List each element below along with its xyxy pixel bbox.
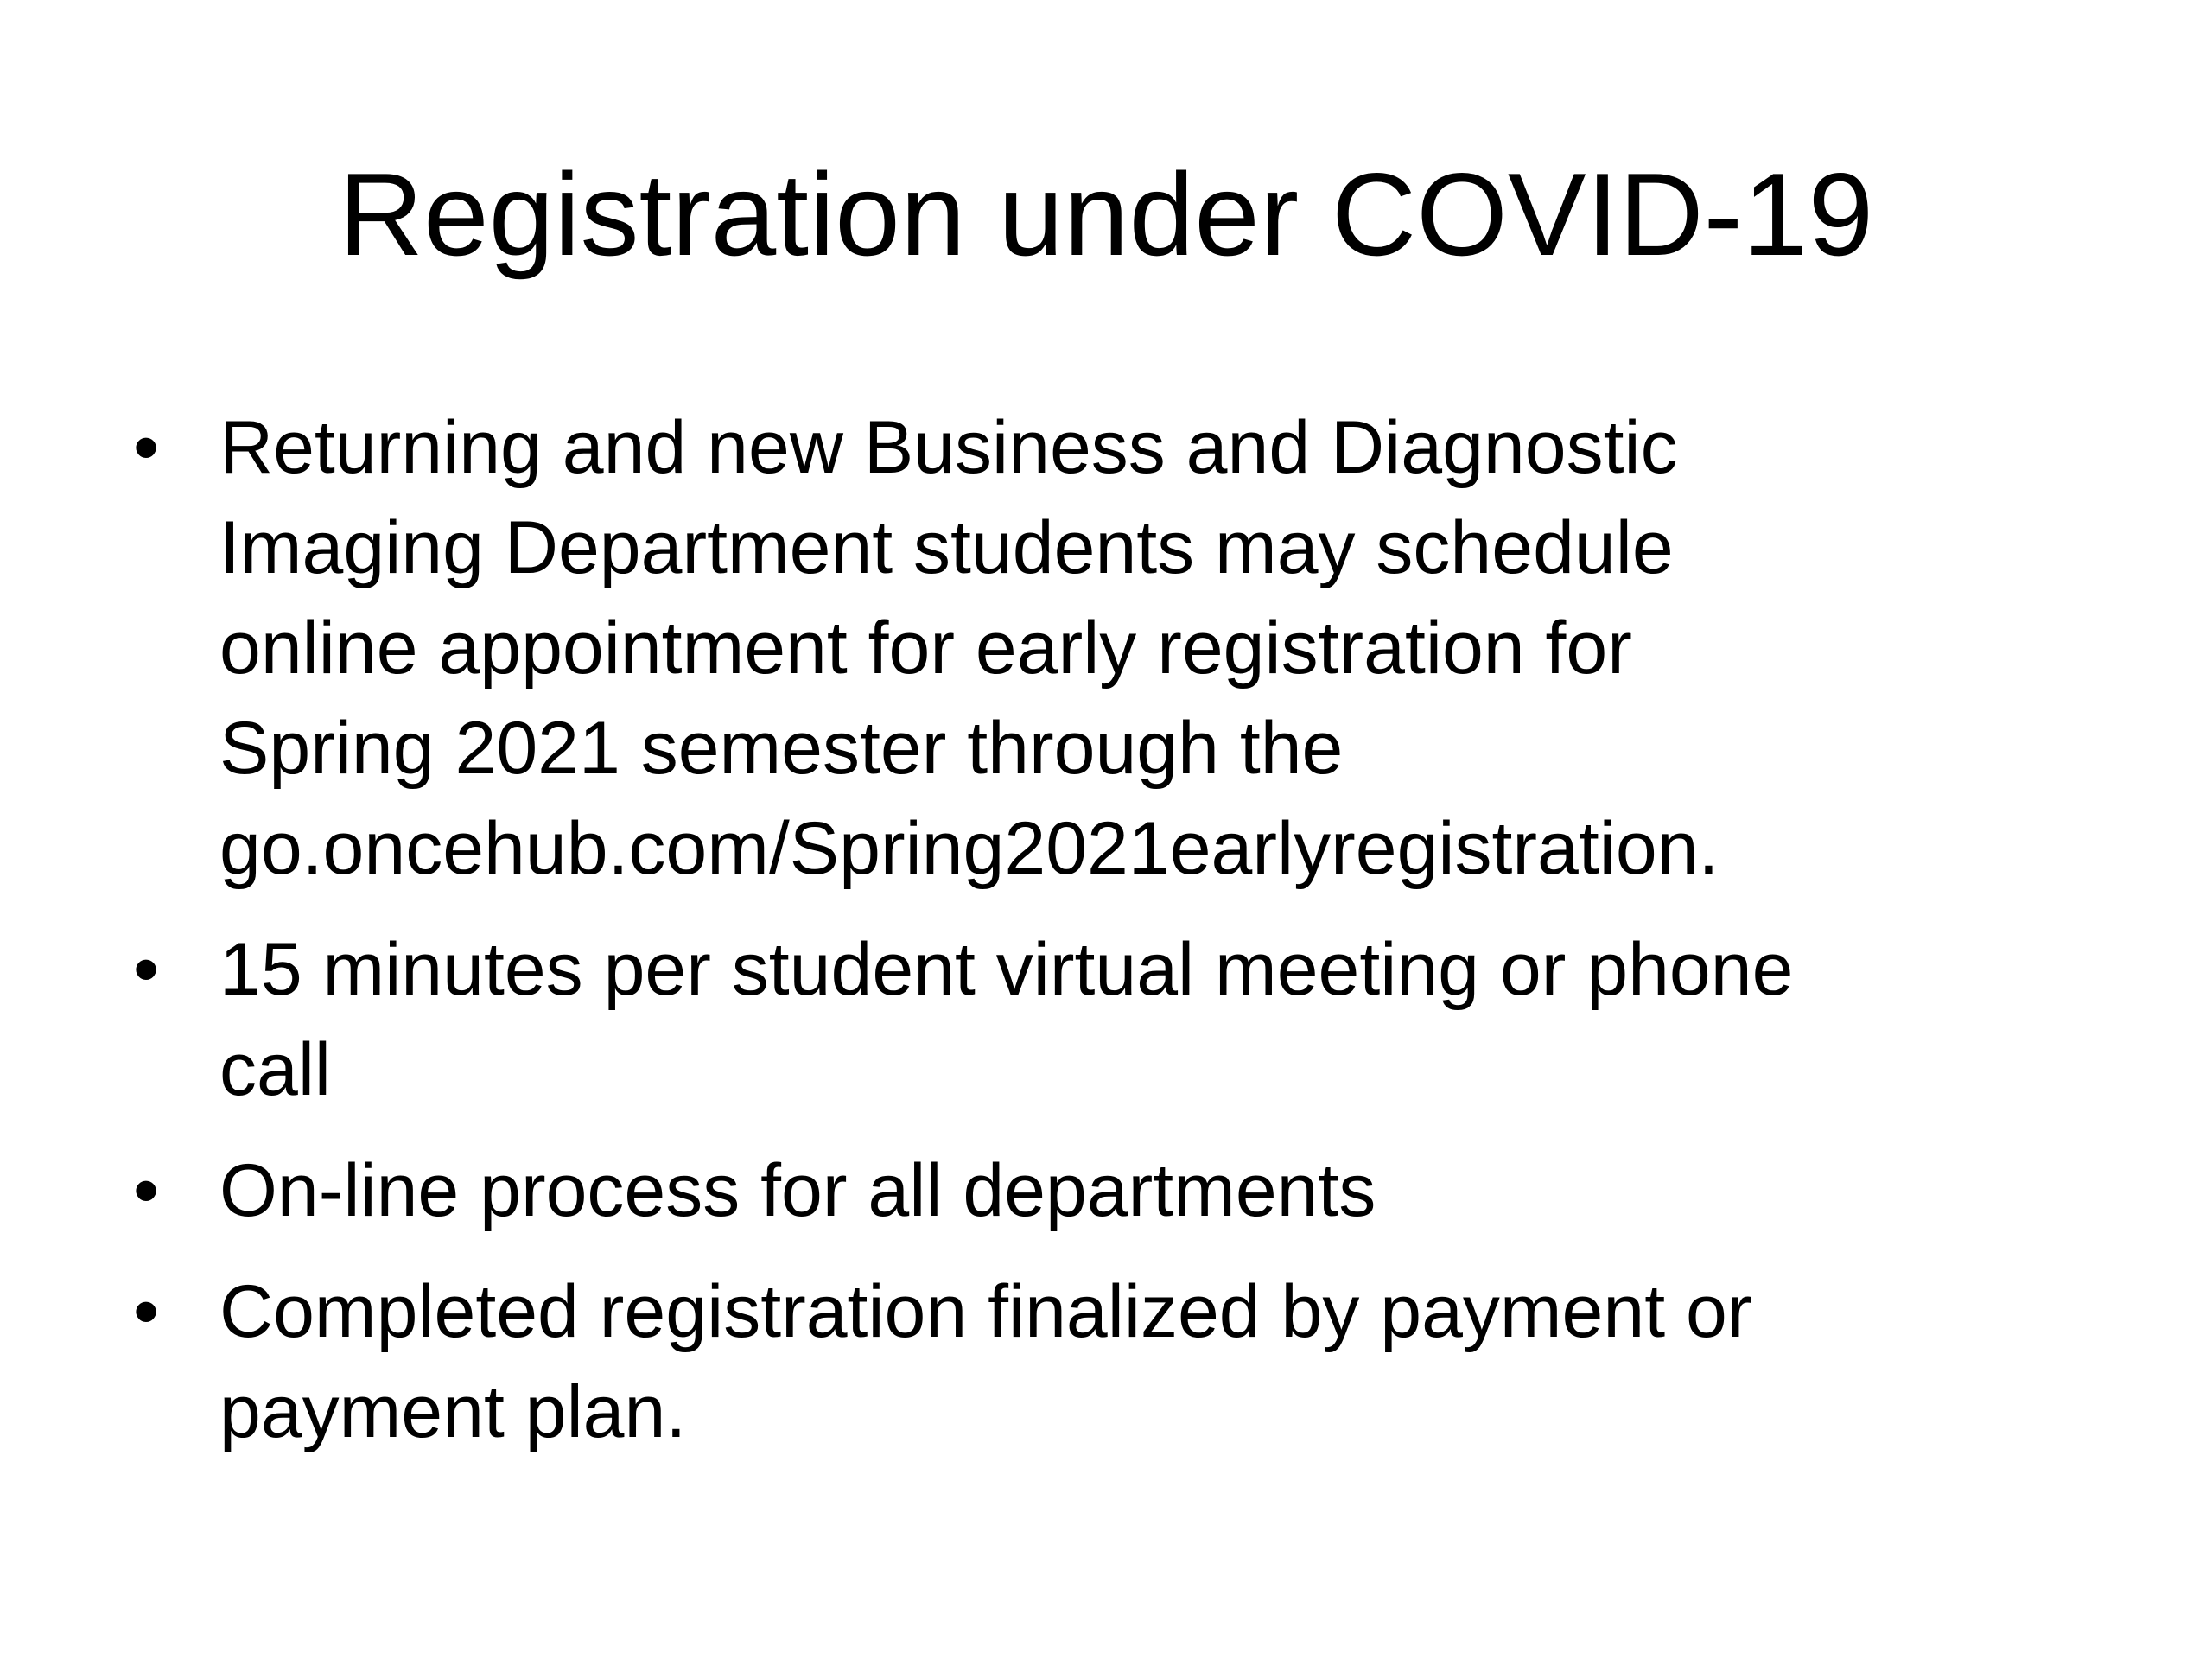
bullet-list [130,397,2117,1483]
bullet-icon: • [133,1270,160,1353]
bullet-item-meeting-length [130,919,2117,1120]
bullet-text: Completed registration finalized by payment or payment plan. [219,1270,1752,1453]
bullet-item-returning-students [130,397,2117,899]
bullet-icon: • [133,406,160,489]
bullet-item-online-process [130,1141,2117,1241]
bullet-text: 15 minutes per student virtual meeting or phone call [219,928,1794,1111]
bullet-icon: • [133,928,160,1011]
bullet-item-payment [130,1262,2117,1462]
bullet-icon: • [133,1149,160,1232]
bullet-text: On-line process for all departments [219,1149,1376,1232]
bullet-text: Returning and new Business and Diagnostic Imaging Department students may schedule online appointment for early registration for Spring 2021 semester through the go.oncehub.com/Spring2021earlyregistration. [219,406,1719,890]
slide-title: Registration under COVID-19 [338,149,1874,280]
